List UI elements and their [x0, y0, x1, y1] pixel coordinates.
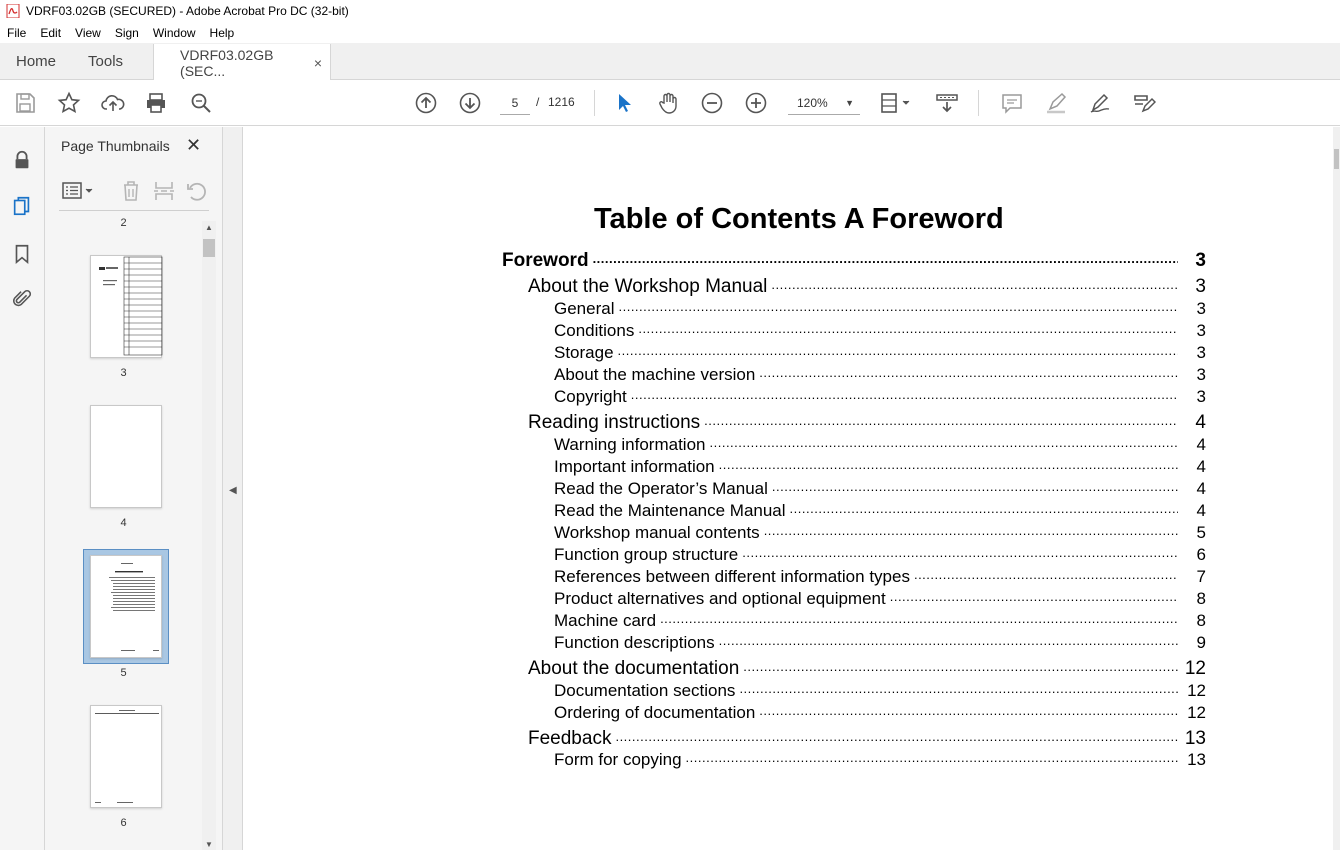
toc-leader-dots	[743, 655, 1178, 674]
acrobat-app-icon	[6, 4, 20, 18]
toc-leader-dots	[759, 363, 1178, 380]
rotate-page-icon[interactable]	[185, 179, 209, 203]
toc-entry[interactable]	[554, 609, 1206, 631]
panel-collapse-handle[interactable]	[223, 127, 243, 850]
toc-entry-title: Machine card	[554, 611, 657, 630]
toc-entry[interactable]	[554, 363, 1206, 385]
menu-bar	[0, 22, 1340, 43]
toc-entry-title: References between different information types	[554, 567, 910, 586]
previous-page-icon[interactable]	[413, 90, 439, 116]
menu-view[interactable]: View	[75, 25, 101, 40]
toc-entry-page: 4	[1196, 479, 1206, 498]
delete-page-icon[interactable]	[119, 179, 143, 203]
lock-icon[interactable]	[9, 147, 35, 173]
print-icon[interactable]	[143, 90, 169, 116]
toc-entry-title: Conditions	[554, 321, 635, 340]
next-page-icon[interactable]	[457, 90, 483, 116]
extract-page-icon[interactable]	[152, 179, 176, 203]
toc-entry-title: Foreword	[502, 250, 589, 271]
toc-entry[interactable]	[554, 521, 1206, 543]
toc-entry[interactable]	[554, 543, 1206, 565]
toc-entry[interactable]	[554, 631, 1206, 653]
toc-entry[interactable]	[554, 587, 1206, 609]
toc-entry-page: 9	[1196, 633, 1206, 652]
toc-entry-page: 12	[1187, 703, 1206, 722]
chevron-down-icon: ▼	[845, 98, 854, 108]
highlight-icon[interactable]	[1043, 90, 1069, 116]
thumbnail-list	[45, 213, 202, 850]
toc-leader-dots	[914, 565, 1178, 582]
toc-leader-dots	[890, 587, 1178, 604]
menu-file[interactable]: File	[7, 25, 27, 40]
toc-entry-page: 12	[1184, 658, 1206, 679]
page-title: Table of Contents A Foreword	[594, 203, 1004, 235]
thumbnail-page-3[interactable]	[90, 255, 162, 358]
toc-entry-page: 4	[1196, 501, 1206, 520]
toc-entry-page: 3	[1196, 321, 1206, 340]
toc-entry-page: 3	[1196, 387, 1206, 406]
toc-entry-page: 5	[1196, 523, 1206, 542]
toc-entry-page: 12	[1187, 681, 1206, 700]
toc-entry-page: 13	[1184, 728, 1206, 749]
scroll-up-icon[interactable]: ▲	[205, 223, 213, 232]
toc-entry-page: 4	[1196, 435, 1206, 454]
toc-entry-title: About the documentation	[528, 658, 740, 679]
toc-leader-dots	[790, 499, 1178, 516]
toc-entry[interactable]	[554, 341, 1206, 363]
toc-entry-title: About the machine version	[554, 365, 756, 384]
toc-entry-page: 6	[1196, 545, 1206, 564]
thumbnail-label: 4	[120, 517, 127, 529]
toc-entry[interactable]	[528, 655, 1206, 680]
panel-title: Page Thumbnails	[61, 138, 170, 154]
toc-entry[interactable]	[554, 701, 1206, 723]
tab-home[interactable]: Home	[16, 52, 57, 70]
toc-entry[interactable]	[554, 565, 1206, 587]
thumbnail-scrollbar[interactable]	[202, 221, 216, 850]
toc-entry[interactable]	[554, 748, 1206, 770]
toc-entry-title: Product alternatives and optional equipment	[554, 589, 886, 608]
title-bar	[0, 0, 1340, 22]
toc-entry-title: Read the Maintenance Manual	[554, 501, 786, 520]
menu-help[interactable]: Help	[209, 25, 235, 40]
bookmarks-icon[interactable]	[9, 241, 35, 267]
toc-entry-page: 13	[1187, 750, 1206, 769]
hand-tool-icon[interactable]	[655, 90, 681, 116]
toc-leader-dots	[764, 521, 1178, 538]
upload-cloud-icon[interactable]	[100, 90, 126, 116]
tab-bar	[0, 43, 1340, 80]
save-icon[interactable]	[12, 90, 38, 116]
toc-entry[interactable]	[554, 385, 1206, 407]
toc-entry-title: Warning information	[554, 435, 706, 454]
toc-entry[interactable]	[554, 297, 1206, 319]
toc-leader-dots	[593, 247, 1178, 266]
window-title: VDRF03.02GB (SECURED) - Adobe Acrobat Pro DC (32-bit)	[26, 4, 349, 18]
toc-leader-dots	[660, 609, 1178, 626]
thumbnail-label: 2	[120, 217, 127, 229]
document-scrollbar[interactable]	[1333, 127, 1340, 850]
toc-leader-dots	[618, 341, 1178, 358]
tab-document-label: VDRF03.02GB (SEC...	[180, 46, 274, 79]
close-panel-icon[interactable]: ✕	[186, 135, 202, 155]
comment-icon[interactable]	[999, 90, 1025, 116]
total-pages: 1216	[548, 95, 575, 109]
thumbnail-label: 6	[120, 817, 127, 829]
toc-leader-dots	[638, 319, 1178, 336]
toc-entry[interactable]	[528, 725, 1206, 750]
menu-window[interactable]: Window	[152, 25, 196, 40]
toolbar-divider	[978, 90, 979, 116]
toc-entry-title: Read the Operator’s Manual	[554, 479, 768, 498]
find-text-icon[interactable]	[188, 90, 214, 116]
toc-leader-dots	[719, 455, 1178, 472]
toc-entry-title: Form for copying	[554, 750, 682, 769]
tab-document[interactable]	[153, 44, 331, 81]
toc-entry-page: 8	[1196, 589, 1206, 608]
toc-entry-page: 3	[1196, 343, 1206, 362]
scroll-mode-icon[interactable]	[934, 90, 960, 116]
toc-entry[interactable]	[554, 319, 1206, 341]
document-scrollbar-thumb[interactable]	[1334, 149, 1339, 169]
zoom-in-icon[interactable]	[743, 90, 769, 116]
toc-entry-page: 3	[1196, 365, 1206, 384]
page-thumbnails-panel	[45, 127, 223, 850]
toc-entry-title: Reading instructions	[528, 412, 701, 433]
toc-leader-dots	[631, 385, 1178, 402]
page-separator: /	[536, 95, 540, 109]
toc-entry-page: 3	[1195, 250, 1206, 271]
toc-entry-title: Feedback	[528, 728, 612, 749]
toc-entry-title: Function group structure	[554, 545, 739, 564]
toc-leader-dots	[772, 477, 1178, 494]
toc-entry-page: 7	[1196, 567, 1206, 586]
toc-leader-dots	[759, 701, 1178, 718]
toc-leader-dots	[686, 748, 1178, 765]
toc-entry-title: Copyright	[554, 387, 627, 406]
toc-entry-title: Important information	[554, 457, 715, 476]
zoom-level-value: 120%	[797, 96, 828, 110]
tab-tools[interactable]: Tools	[88, 52, 124, 70]
left-rail	[0, 127, 45, 850]
toc-entry[interactable]	[554, 679, 1206, 701]
toc-entry[interactable]	[554, 499, 1206, 521]
page-fit-icon[interactable]	[878, 90, 914, 116]
toolbar-divider	[594, 90, 595, 116]
attachments-icon[interactable]	[9, 286, 35, 312]
thumbnail-options-icon[interactable]	[61, 179, 97, 203]
thumbnail-page-5[interactable]	[90, 555, 162, 658]
toc-entry-title: Documentation sections	[554, 681, 736, 700]
thumbnail-label: 5	[120, 667, 127, 679]
toc-entry[interactable]	[554, 433, 1206, 455]
toc-entry-title: General	[554, 299, 615, 318]
toc-entry-page: 8	[1196, 611, 1206, 630]
bookmark-star-icon[interactable]	[56, 90, 82, 116]
toc-entry-title: Ordering of documentation	[554, 703, 756, 722]
toc-leader-dots	[710, 433, 1179, 450]
menu-sign[interactable]: Sign	[114, 25, 139, 40]
menu-edit[interactable]: Edit	[40, 25, 62, 40]
toc-entry-page: 4	[1196, 457, 1206, 476]
toc-entry-page: 3	[1196, 299, 1206, 318]
toc-leader-dots	[618, 297, 1178, 314]
thumbnail-page-4[interactable]	[90, 405, 162, 508]
draw-icon[interactable]	[1087, 90, 1113, 116]
toc-leader-dots	[704, 409, 1178, 428]
zoom-out-icon[interactable]	[699, 90, 725, 116]
scroll-down-icon[interactable]: ▼	[205, 840, 213, 849]
toc-leader-dots	[771, 273, 1178, 292]
page-number-input[interactable]: 5	[500, 91, 530, 115]
toc-entry[interactable]	[528, 273, 1206, 298]
toc-entry-title: Function descriptions	[554, 633, 715, 652]
toc-entry-title: Storage	[554, 343, 614, 362]
close-tab-icon[interactable]: ×	[313, 54, 323, 71]
scrollbar-thumb[interactable]	[203, 239, 215, 257]
toc-entry-title: About the Workshop Manual	[528, 276, 768, 297]
toc-leader-dots	[719, 631, 1178, 648]
toc-entry-title: Workshop manual contents	[554, 523, 760, 542]
select-arrow-icon[interactable]	[611, 90, 637, 116]
collapse-left-icon[interactable]: ◀	[229, 485, 237, 496]
toc-leader-dots	[739, 679, 1178, 696]
thumbnail-page-6[interactable]	[90, 705, 162, 808]
page-thumbnails-icon[interactable]	[9, 193, 35, 219]
toc-entry-page: 3	[1195, 276, 1206, 297]
panel-toolbar	[59, 175, 209, 211]
toc-leader-dots	[742, 543, 1178, 560]
toc-entry-page: 4	[1195, 412, 1206, 433]
toc-entry[interactable]	[502, 247, 1206, 272]
thumbnail-label: 3	[120, 367, 127, 379]
toc-entry[interactable]	[554, 455, 1206, 477]
toc-entry[interactable]	[528, 409, 1206, 434]
fill-sign-icon[interactable]	[1131, 90, 1157, 116]
zoom-level-select[interactable]	[788, 91, 860, 115]
toc-entry[interactable]	[554, 477, 1206, 499]
toc-leader-dots	[615, 725, 1178, 744]
